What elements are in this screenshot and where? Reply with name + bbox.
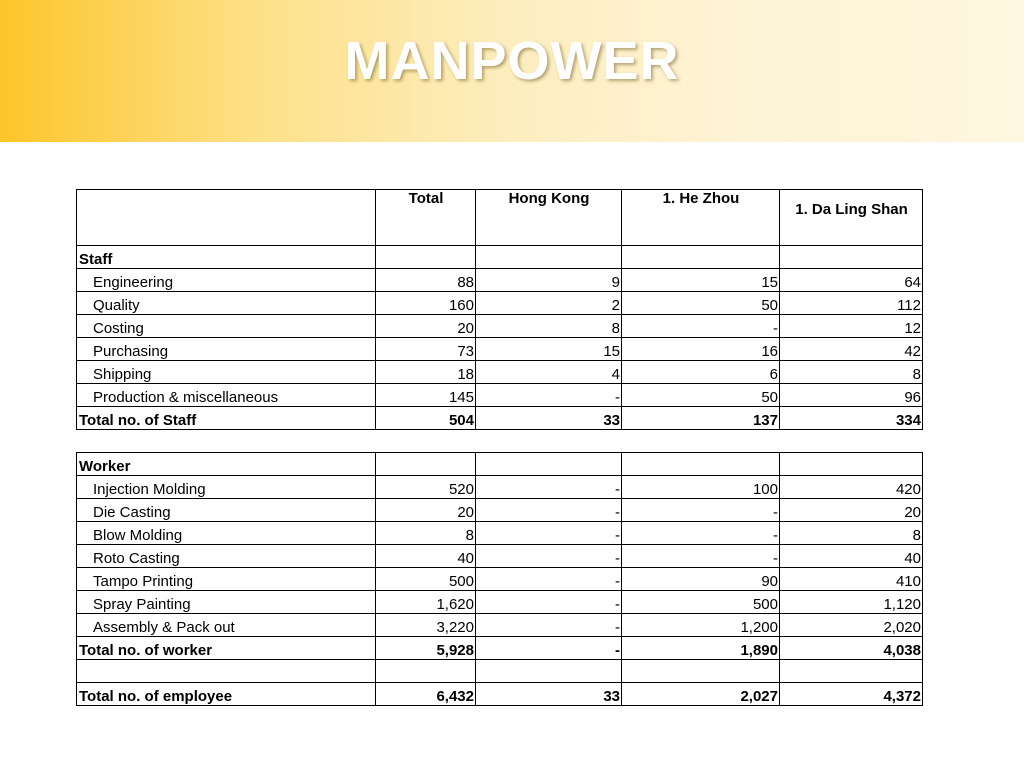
table-row — [77, 522, 923, 545]
cell-total: 504 — [376, 407, 476, 430]
cell-he-zhou: - — [622, 499, 780, 522]
cell-da-ling-shan: 420 — [780, 476, 923, 499]
row-name: Die Casting — [77, 499, 376, 522]
cell-total: 18 — [376, 361, 476, 384]
staff-section-label: Staff — [77, 246, 376, 269]
table-row — [77, 614, 923, 637]
worker-total-label: Total no. of worker — [77, 637, 376, 660]
row-name: Injection Molding — [77, 476, 376, 499]
row-name: Production & miscellaneous — [77, 384, 376, 407]
cell-total: 40 — [376, 545, 476, 568]
cell-da-ling-shan: 4,372 — [780, 683, 923, 706]
staff-section-row — [77, 246, 923, 269]
cell-he-zhou: - — [622, 522, 780, 545]
cell-da-ling-shan: 334 — [780, 407, 923, 430]
cell-total: 88 — [376, 269, 476, 292]
cell-da-ling-shan: 20 — [780, 499, 923, 522]
cell-total: 3,220 — [376, 614, 476, 637]
cell-he-zhou: 90 — [622, 568, 780, 591]
cell-he-zhou: 1,890 — [622, 637, 780, 660]
cell-da-ling-shan: 8 — [780, 522, 923, 545]
cell-hong-kong: - — [476, 476, 622, 499]
employee-total-row — [77, 683, 923, 706]
cell-da-ling-shan: 112 — [780, 292, 923, 315]
table-row — [77, 269, 923, 292]
row-name: Roto Casting — [77, 545, 376, 568]
header-hong-kong: Hong Kong — [476, 190, 622, 246]
worker-total-row — [77, 637, 923, 660]
cell-he-zhou: 50 — [622, 292, 780, 315]
staff-table — [76, 189, 923, 430]
cell-total: 73 — [376, 338, 476, 361]
row-name: Blow Molding — [77, 522, 376, 545]
header-total: Total — [376, 190, 476, 246]
cell-total: 145 — [376, 384, 476, 407]
worker-section-row — [77, 453, 923, 476]
cell-da-ling-shan: 12 — [780, 315, 923, 338]
cell-total: 20 — [376, 315, 476, 338]
employee-total-label: Total no. of employee — [77, 683, 376, 706]
cell-hong-kong: - — [476, 591, 622, 614]
cell-he-zhou: 100 — [622, 476, 780, 499]
cell-hong-kong: 15 — [476, 338, 622, 361]
worker-section-label: Worker — [77, 453, 376, 476]
row-name: Engineering — [77, 269, 376, 292]
cell-hong-kong: - — [476, 522, 622, 545]
cell-total: 160 — [376, 292, 476, 315]
table-row — [77, 499, 923, 522]
row-name: Purchasing — [77, 338, 376, 361]
cell-hong-kong: - — [476, 637, 622, 660]
cell-he-zhou: 2,027 — [622, 683, 780, 706]
cell-hong-kong: - — [476, 384, 622, 407]
cell-da-ling-shan: 410 — [780, 568, 923, 591]
cell-da-ling-shan: 96 — [780, 384, 923, 407]
cell-total: 520 — [376, 476, 476, 499]
table-row — [77, 476, 923, 499]
row-name: Quality — [77, 292, 376, 315]
cell-total: 6,432 — [376, 683, 476, 706]
cell-he-zhou: 137 — [622, 407, 780, 430]
page-title: MANPOWER — [344, 31, 680, 91]
cell-hong-kong: - — [476, 499, 622, 522]
cell-he-zhou: 6 — [622, 361, 780, 384]
cell-hong-kong: 9 — [476, 269, 622, 292]
worker-table — [76, 452, 923, 706]
cell-hong-kong: - — [476, 545, 622, 568]
table-row — [77, 384, 923, 407]
cell-hong-kong: 33 — [476, 407, 622, 430]
cell-hong-kong: 8 — [476, 315, 622, 338]
cell-da-ling-shan: 4,038 — [780, 637, 923, 660]
cell-he-zhou: - — [622, 315, 780, 338]
cell-hong-kong: 33 — [476, 683, 622, 706]
cell-da-ling-shan: 42 — [780, 338, 923, 361]
cell-he-zhou: 50 — [622, 384, 780, 407]
cell-he-zhou: 500 — [622, 591, 780, 614]
header-he-zhou: 1. He Zhou — [622, 190, 780, 246]
table-row — [77, 545, 923, 568]
table-row — [77, 292, 923, 315]
table-row — [77, 315, 923, 338]
cell-hong-kong: 2 — [476, 292, 622, 315]
row-name: Spray Painting — [77, 591, 376, 614]
header-da-ling-shan: 1. Da Ling Shan — [780, 190, 923, 246]
table-row — [77, 591, 923, 614]
cell-da-ling-shan: 8 — [780, 361, 923, 384]
cell-total: 8 — [376, 522, 476, 545]
staff-total-label: Total no. of Staff — [77, 407, 376, 430]
cell-hong-kong: - — [476, 614, 622, 637]
cell-he-zhou: - — [622, 545, 780, 568]
row-name: Assembly & Pack out — [77, 614, 376, 637]
cell-da-ling-shan: 2,020 — [780, 614, 923, 637]
staff-total-row — [77, 407, 923, 430]
spacer-row — [77, 660, 923, 683]
cell-total: 20 — [376, 499, 476, 522]
table-row — [77, 338, 923, 361]
cell-he-zhou: 15 — [622, 269, 780, 292]
cell-total: 500 — [376, 568, 476, 591]
cell-da-ling-shan: 1,120 — [780, 591, 923, 614]
row-name: Costing — [77, 315, 376, 338]
cell-he-zhou: 16 — [622, 338, 780, 361]
cell-hong-kong: 4 — [476, 361, 622, 384]
cell-da-ling-shan: 64 — [780, 269, 923, 292]
row-name: Tampo Printing — [77, 568, 376, 591]
cell-hong-kong: - — [476, 568, 622, 591]
cell-total: 5,928 — [376, 637, 476, 660]
row-name: Shipping — [77, 361, 376, 384]
cell-da-ling-shan: 40 — [780, 545, 923, 568]
cell-he-zhou: 1,200 — [622, 614, 780, 637]
header-row — [77, 190, 923, 246]
table-row — [77, 568, 923, 591]
header-blank — [77, 190, 376, 246]
cell-total: 1,620 — [376, 591, 476, 614]
table-row — [77, 361, 923, 384]
